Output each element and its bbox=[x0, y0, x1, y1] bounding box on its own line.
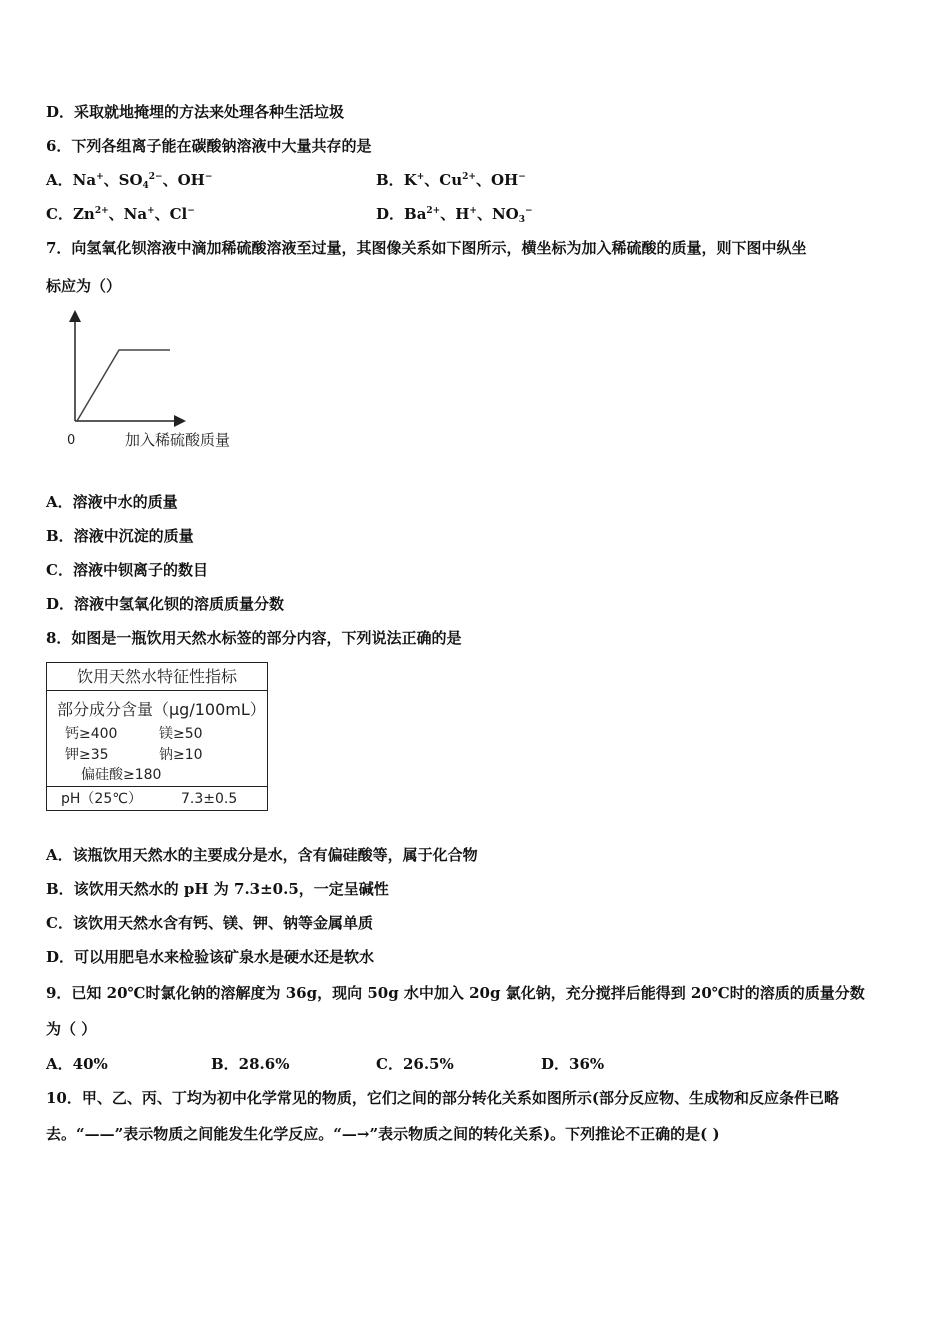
label-calcium: 钙≥400 bbox=[65, 726, 118, 742]
q9-stem-line1: 9．已知 20℃时氯化钠的溶解度为 36g，现向 50g 水中加入 20g 氯化钠，充分搅拌后能得到 20℃时的溶质的质量分数 bbox=[46, 984, 865, 1002]
q5-option-d: D．采取就地掩埋的方法来处理各种生活垃圾 bbox=[46, 103, 345, 121]
q9-option-a: A．40% bbox=[46, 1055, 108, 1073]
q8-option-d: D．可以用肥皂水来检验该矿泉水是硬水还是软水 bbox=[46, 948, 375, 966]
curve bbox=[77, 350, 170, 421]
q9-option-b: B．28.6% bbox=[211, 1055, 290, 1073]
q7-option-d: D．溶液中氢氧化钡的溶质质量分数 bbox=[46, 595, 285, 613]
q7-stem-line2: 标应为（） bbox=[46, 277, 122, 295]
q6-option-a: A．Na+、$SO_4^{2-}$、OH− bbox=[46, 171, 213, 191]
q9-stem-line2: 为（ ） bbox=[46, 1020, 97, 1038]
q8-stem: 8．如图是一瓶饮用天然水标签的部分内容，下列说法正确的是 bbox=[46, 629, 462, 647]
q10-stem-line1: 10．甲、乙、丙、丁均为初中化学常见的物质，它们之间的部分转化关系如图所示(部分反应物、生成物和反应条件已略 bbox=[46, 1089, 839, 1107]
label-subtitle: 部分成分含量（μg/100mL） bbox=[57, 700, 266, 719]
label-sodium: 钠≥10 bbox=[159, 747, 203, 763]
label-ph-row bbox=[47, 786, 267, 811]
q6-option-c: C．$Zn^{2+}$、Na+、Cl− bbox=[46, 205, 195, 223]
label-silicic-acid: 偏硅酸≥180 bbox=[81, 767, 162, 783]
label-potassium: 钾≥35 bbox=[65, 747, 109, 763]
label-title: 饮用天然水特征性指标 bbox=[47, 663, 267, 691]
q7-stem-line1: 7．向氢氧化钡溶液中滴加稀硫酸溶液至过量，其图像关系如下图所示，横坐标为加入稀硫酸的质量，则下图中纵坐 bbox=[46, 239, 807, 257]
label-ph-name: pH（25℃） bbox=[61, 791, 142, 807]
q8-option-a: A．该瓶饮用天然水的主要成分是水，含有偏硅酸等，属于化合物 bbox=[46, 846, 478, 864]
q6-option-b: B．K+、$Cu^{2+}$、OH− bbox=[376, 171, 526, 189]
q10-stem-line2: 去。“——”表示物质之间能发生化学反应。“—→”表示物质之间的转化关系)。下列推论不正确的是( ) bbox=[46, 1125, 720, 1143]
q8-option-c: C．该饮用天然水含有钙、镁、钾、钠等金属单质 bbox=[46, 914, 373, 932]
q8-option-b: B．该饮用天然水的 pH 为 7.3±0.5，一定呈碱性 bbox=[46, 880, 389, 898]
label-ph-value: 7.3±0.5 bbox=[181, 791, 238, 807]
x-axis-label: 加入稀硫酸质量 bbox=[125, 431, 231, 449]
q6-option-d: D．$Ba^{2+}$、H+、$NO_3^-$ bbox=[376, 205, 533, 225]
q9-option-c: C．26.5% bbox=[376, 1055, 454, 1073]
q9-option-d: D．36% bbox=[541, 1055, 605, 1073]
label-magnesium: 镁≥50 bbox=[159, 726, 203, 742]
q7-option-b: B．溶液中沉淀的质量 bbox=[46, 527, 194, 545]
water-label-table bbox=[46, 662, 268, 811]
q7-option-c: C．溶液中钡离子的数目 bbox=[46, 561, 208, 579]
q7-graph-svg bbox=[55, 305, 265, 455]
q7-option-a: A．溶液中水的质量 bbox=[46, 493, 178, 511]
q7-graph bbox=[55, 305, 265, 459]
q6-stem: 6．下列各组离子能在碳酸钠溶液中大量共存的是 bbox=[46, 137, 372, 155]
origin-label: 0 bbox=[67, 433, 76, 448]
